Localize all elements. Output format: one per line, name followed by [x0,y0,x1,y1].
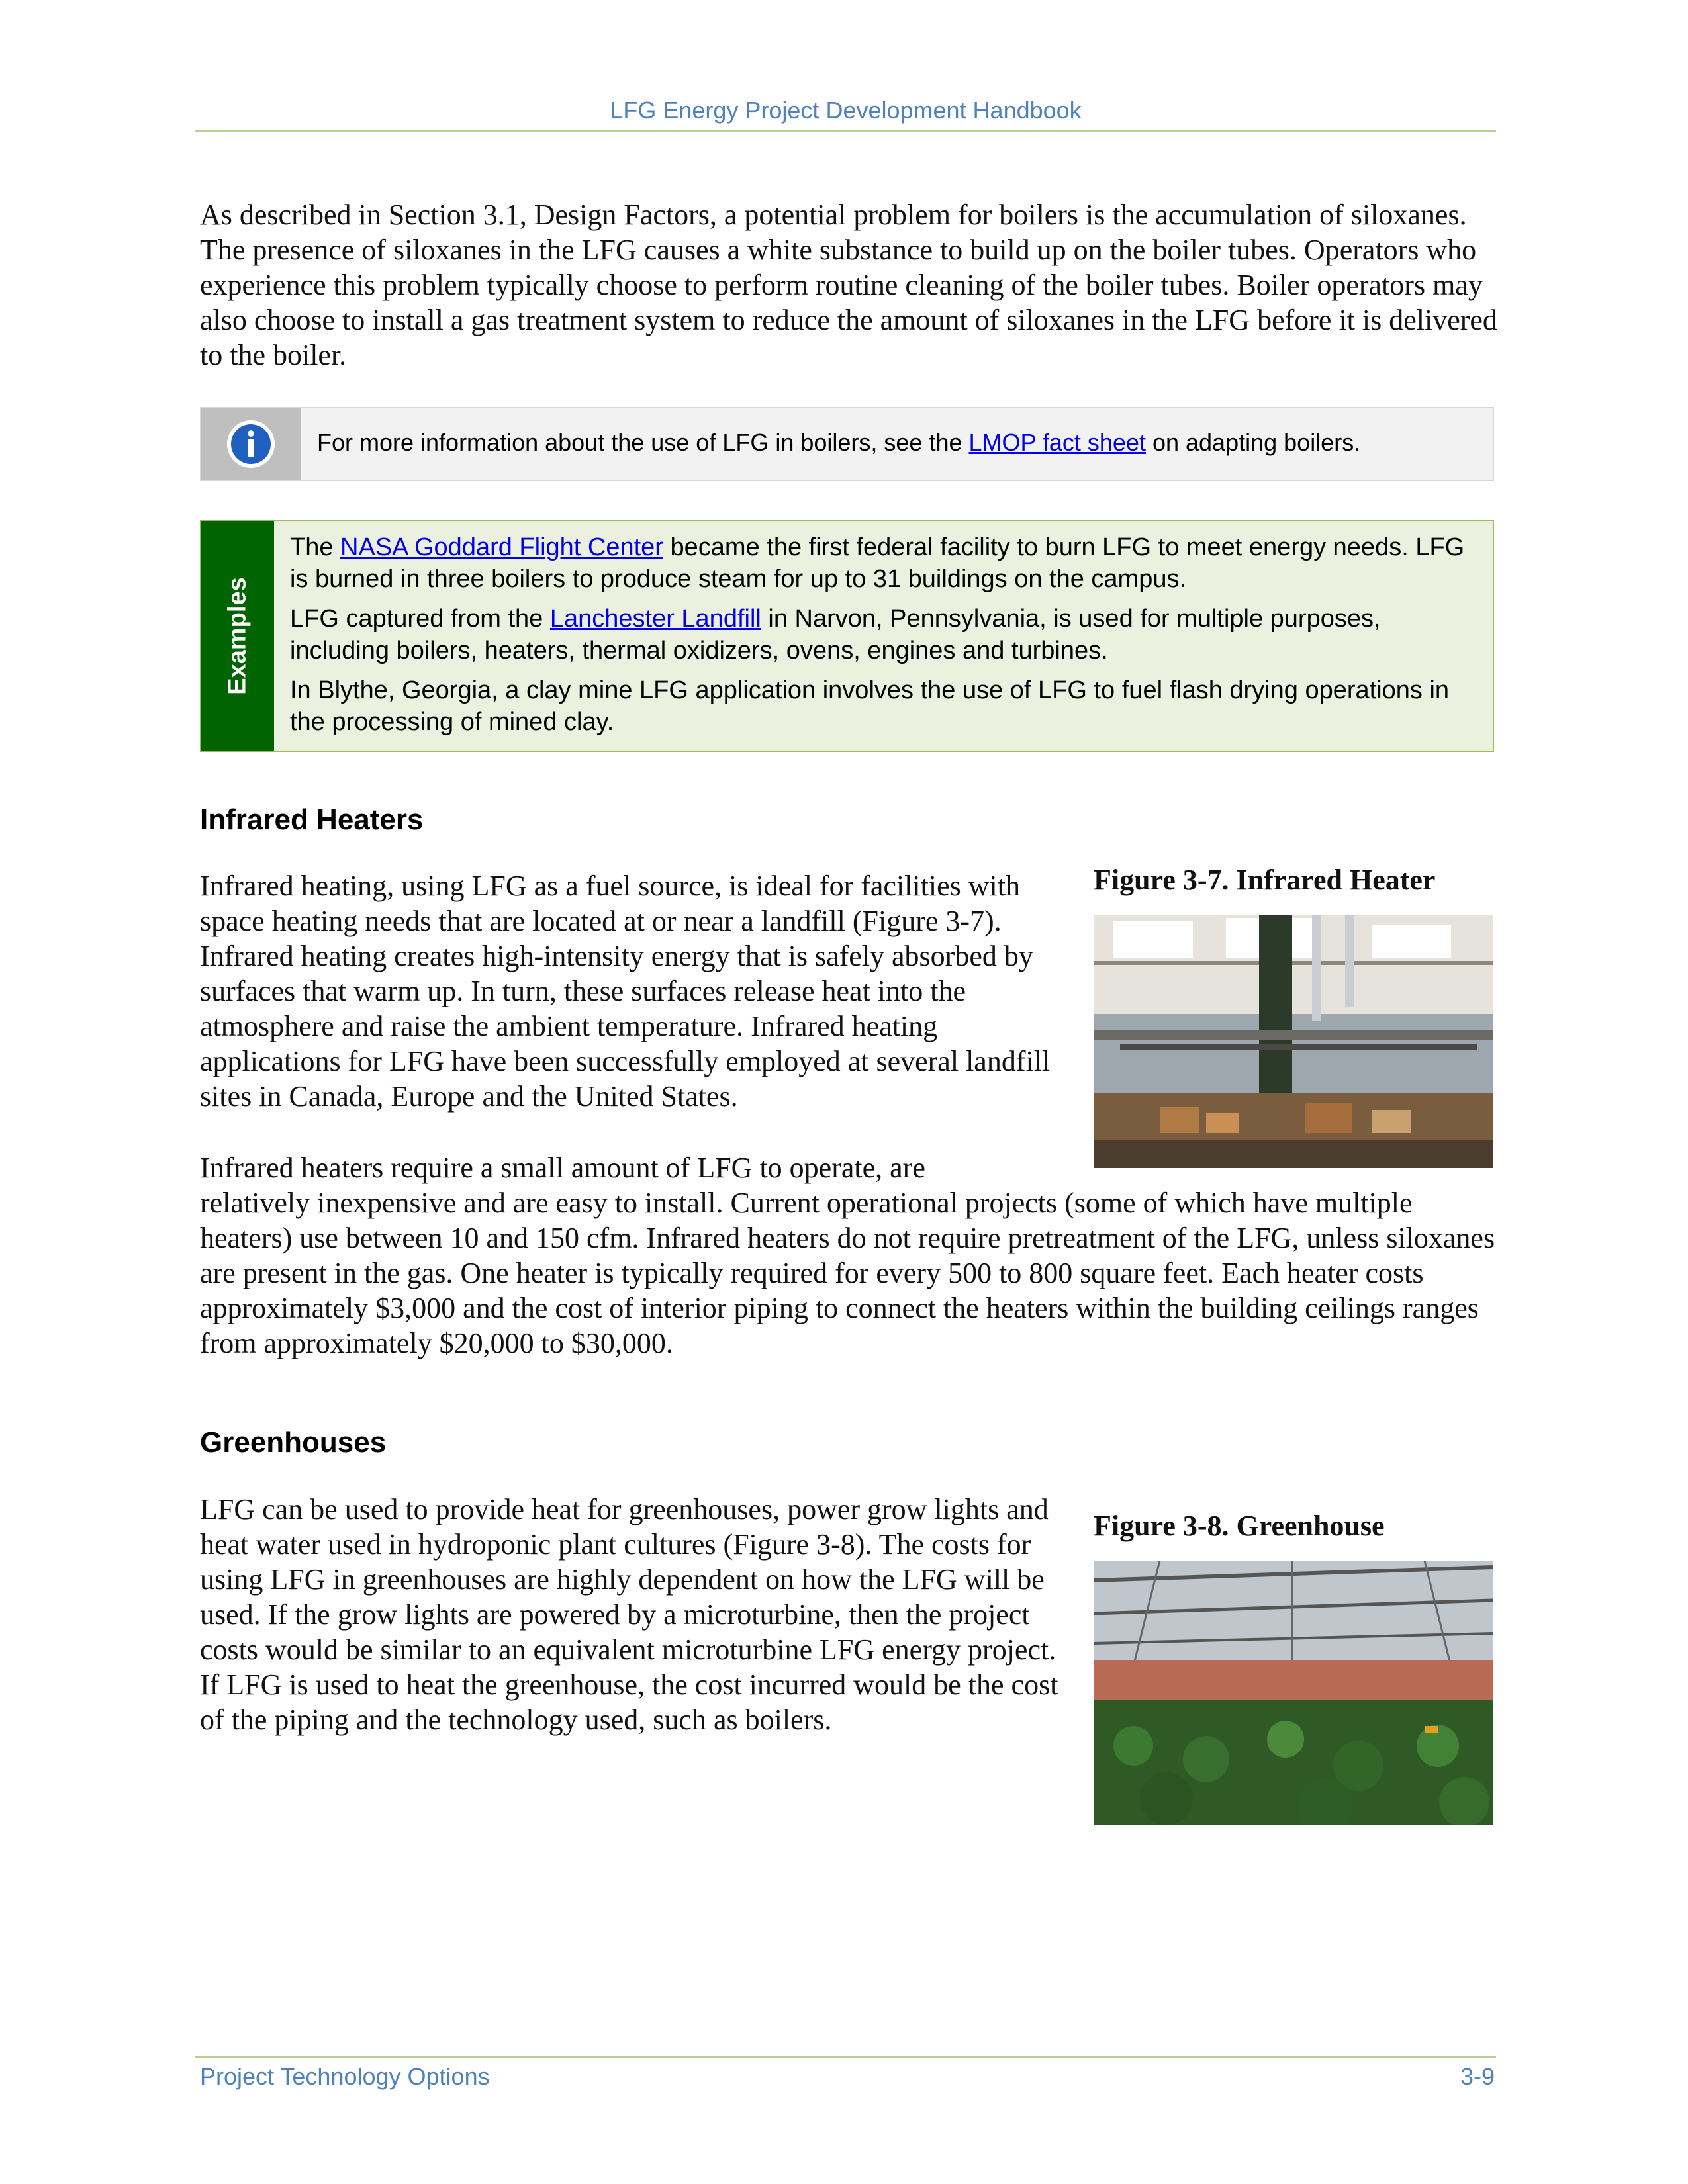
infrared-heater-photo [1094,915,1493,1168]
nasa-goddard-link[interactable]: NASA Goddard Flight Center [340,533,663,561]
lanchester-landfill-link[interactable]: Lanchester Landfill [549,605,761,633]
example-text: The [290,533,341,561]
example-text: became the first federal facility to burn LFG to meet energy needs. LFG is burned in three boilers to produce steam for up to 31 buildings on the campus. [290,533,1465,593]
header-title: LFG Energy Project Development Handbook [610,97,1082,124]
info-icon-cell [201,408,301,480]
footer-section-title: Project Technology Options [200,2063,490,2090]
info-callout [200,407,1494,481]
footer-page-number: 3-9 [1460,2063,1495,2090]
infrared-paragraph-2-first-line: Infrared heaters require a small amount of LFG to operate, are [200,1152,925,1184]
info-text-prefix: For more information about the use of LFG in boilers, see the [317,429,969,456]
greenhouses-heading: Greenhouses [200,1426,387,1459]
footer-rule [195,2056,1496,2058]
examples-callout [200,520,1494,752]
examples-tab [201,521,274,751]
figure-3-7-caption: Figure 3-7. Infrared Heater [1094,864,1436,896]
example-item-blythe: In Blythe, Georgia, a clay mine LFG application involves the use of LFG to fuel flash drying operations in the processing of mined clay. [290,676,1450,736]
greenhouses-paragraph: LFG can be used to provide heat for greenhouses, power grow lights and heat water used in hydroponic plant cultures (Figure 3-8). The costs for using LFG in greenhouses are highly dependent on how the LFG will be used. If the grow lights are powered by a microturbine, then the project costs would be similar to an equivalent microturbine LFG energy project. If LFG is used to heat the greenhouse, the cost incurred would be the cost of the piping and the technology used, such as boilers. [200,1493,1058,1736]
example-text: LFG captured from the [290,605,550,633]
intro-paragraph: As described in Section 3.1, Design Factors, a potential problem for boilers is the accumulation of siloxanes. The presence of siloxanes in the LFG causes a white substance to build up on the boiler tubes. Operators who experience this problem typically choose to perform routine cleaning of the boiler tubes. Boiler operators may also choose to install a gas treatment system to reduce the amount of siloxanes in the LFG before it is delivered to the boiler. [200,199,1497,371]
running-header [195,97,1496,132]
infrared-heaters-heading: Infrared Heaters [200,803,424,836]
info-text-suffix: on adapting boilers. [1145,429,1361,456]
examples-label: Examples [223,577,252,695]
figure-3-8-caption: Figure 3-8. Greenhouse [1094,1510,1385,1542]
lmop-fact-sheet-link[interactable]: LMOP fact sheet [968,429,1146,456]
info-callout-text [317,429,1360,457]
infrared-paragraph-2: relatively inexpensive and are easy to install. Current operational projects (some of which have multiple heaters) use between 10 and 150 cfm. Infrared heaters do not require pretreatment of the LFG, unless siloxanes are present in the gas. One heater is typically required for every 500 to 800 square feet. Each heater costs approximately $3,000 and the cost of interior piping to connect the heaters within the building ceilings ranges from approximately $20,000 to $30,000. [200,1187,1495,1359]
greenhouse-photo [1094,1561,1493,1825]
example-item-lanchester [290,603,1481,666]
example-item-nasa [290,531,1481,595]
infrared-paragraph-1: Infrared heating, using LFG as a fuel source, is ideal for facilities with space heating needs that are located at or near a landfill (Figure 3-7). Infrared heating creates high-intensity energy that is safely absorbed by surfaces that warm up. In turn, these surfaces release heat into the atmosphere and raise the ambient temperature. Infrared heating applications for LFG have been successfully employed at several landfill sites in Canada, Europe and the United States. [200,870,1051,1113]
info-icon [201,408,301,480]
example-text: in Narvon, Pennsylvania, is used for multiple purposes, including boilers, heaters, thermal oxidizers, ovens, engines and turbines. [290,605,1381,664]
